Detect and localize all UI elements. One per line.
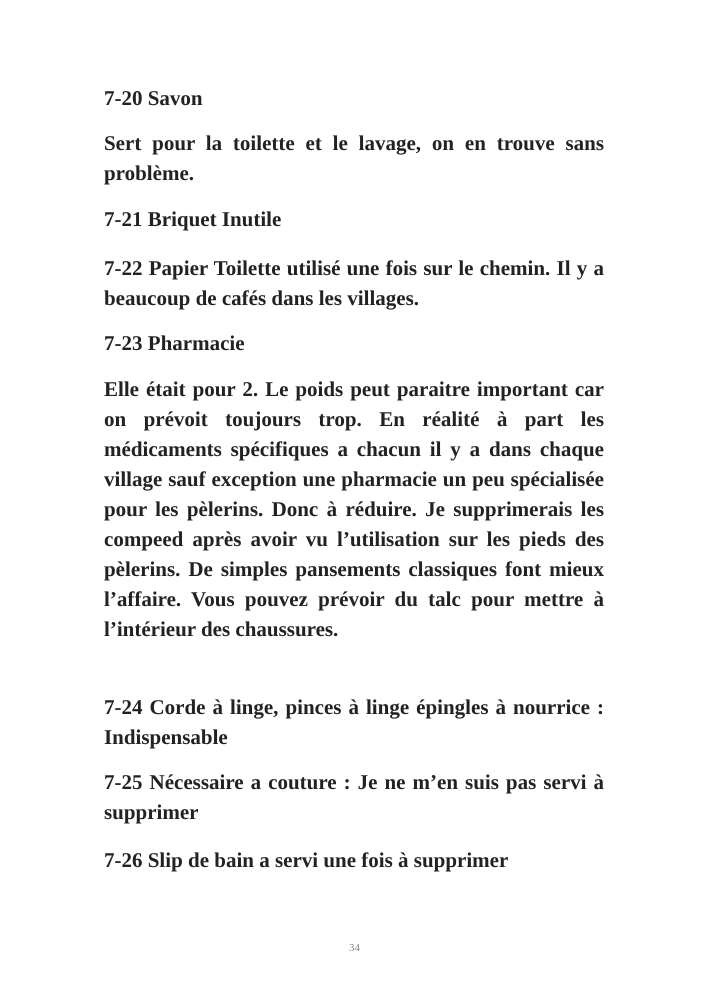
page-number: 34 (349, 942, 360, 954)
heading-7-21: 7-21 Briquet Inutile (104, 207, 282, 231)
paragraph-7-24: 7-24 Corde à linge, pinces à linge épingles à nourrice : Indispensable (104, 695, 604, 749)
heading-7-20: 7-20 Savon (104, 86, 203, 110)
paragraph-7-26: 7-26 Slip de bain a servi une fois à supprimer (104, 848, 509, 872)
paragraph-7-25: 7-25 Nécessaire a couture : Je ne m’en suis pas servi à supprimer (104, 770, 604, 824)
paragraph-7-22: 7-22 Papier Toilette utilisé une fois sur le chemin. Il y a beaucoup de cafés dans les villages. (104, 256, 604, 310)
heading-7-23: 7-23 Pharmacie (104, 331, 245, 355)
paragraph-savon: Sert pour la toilette et le lavage, on en trouve sans problème. (104, 131, 604, 185)
paragraph-pharmacie: Elle était pour 2. Le poids peut paraitre important car on prévoit toujours trop. En réalité à part les médicaments spécifiques a chacun il y a dans chaque village sauf exception une pharmacie un peu spécialisée pour les pèlerins. Donc à réduire. Je supprimerais les compeed après avoir vu l’utilisation sur les pieds des pèlerins. De simples pansements classiques font mieux l’affaire. Vous pouvez prévoir du talc pour mettre à l’intérieur des chaussures. (104, 377, 604, 641)
